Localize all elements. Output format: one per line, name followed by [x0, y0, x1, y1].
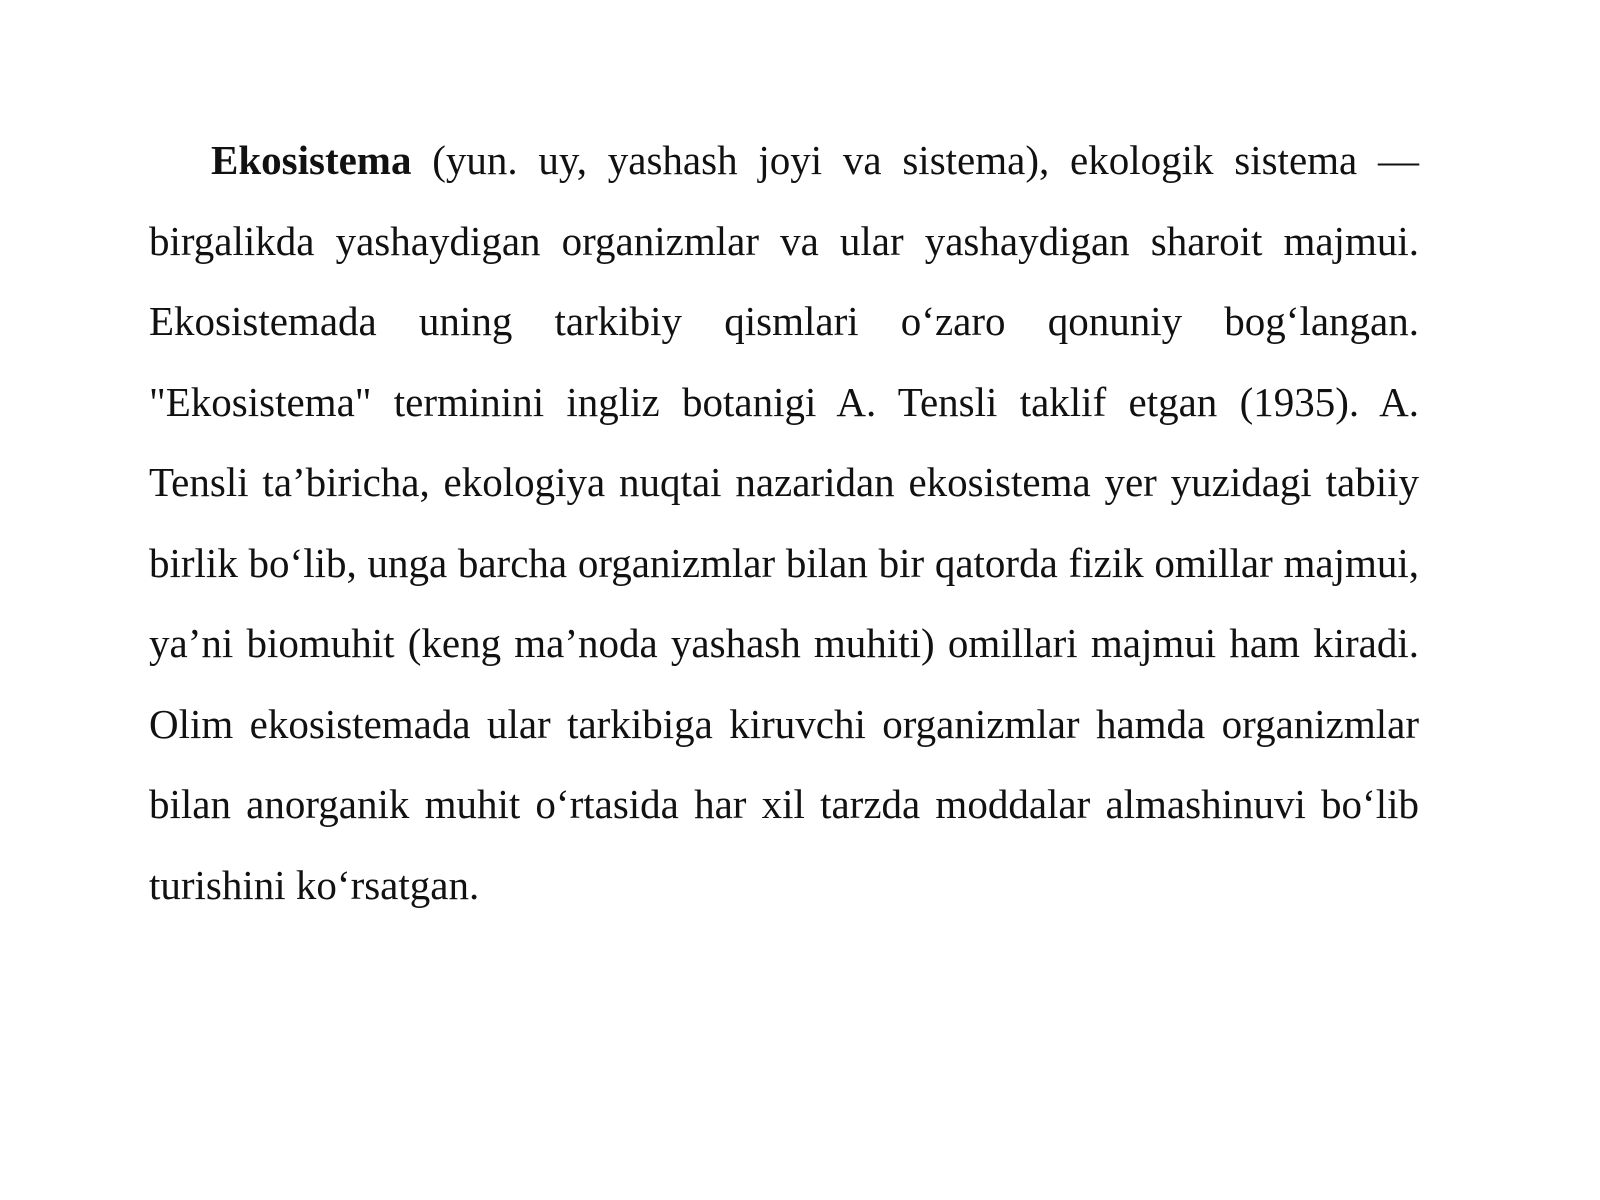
paragraph-body: (yun. uy, yashash joyi va sistema), ekologik sistema — birgalikda yashaydigan organizmlar va ular yashaydigan sharoit majmui. Ekosistemada uning tarkibiy qismlari o‘zaro qonuniy bog‘langan. "Ekosistema" terminini ingliz botanigi A. Tensli taklif etgan (1935). A. Tensli ta’biricha, ekologiya nuqtai nazaridan ekosistema yer yuzidagi tabiiy birlik bo‘lib, unga barcha organizmlar bilan bir qatorda fizik omillar majmui, ya’ni biomuhit (keng ma’noda yashash muhiti) omillari majmui ham kiradi. Olim ekosistemada ular tarkibiga kiruvchi organizmlar hamda organizmlar bilan anorganik muhit o‘rtasida har xil tarzda moddalar almashinuvi bo‘lib turishini ko‘rsatgan.: [149, 137, 1419, 908]
paragraph: [149, 120, 1419, 925]
text-block: [149, 120, 1419, 925]
term-heading: Ekosistema: [211, 137, 412, 183]
